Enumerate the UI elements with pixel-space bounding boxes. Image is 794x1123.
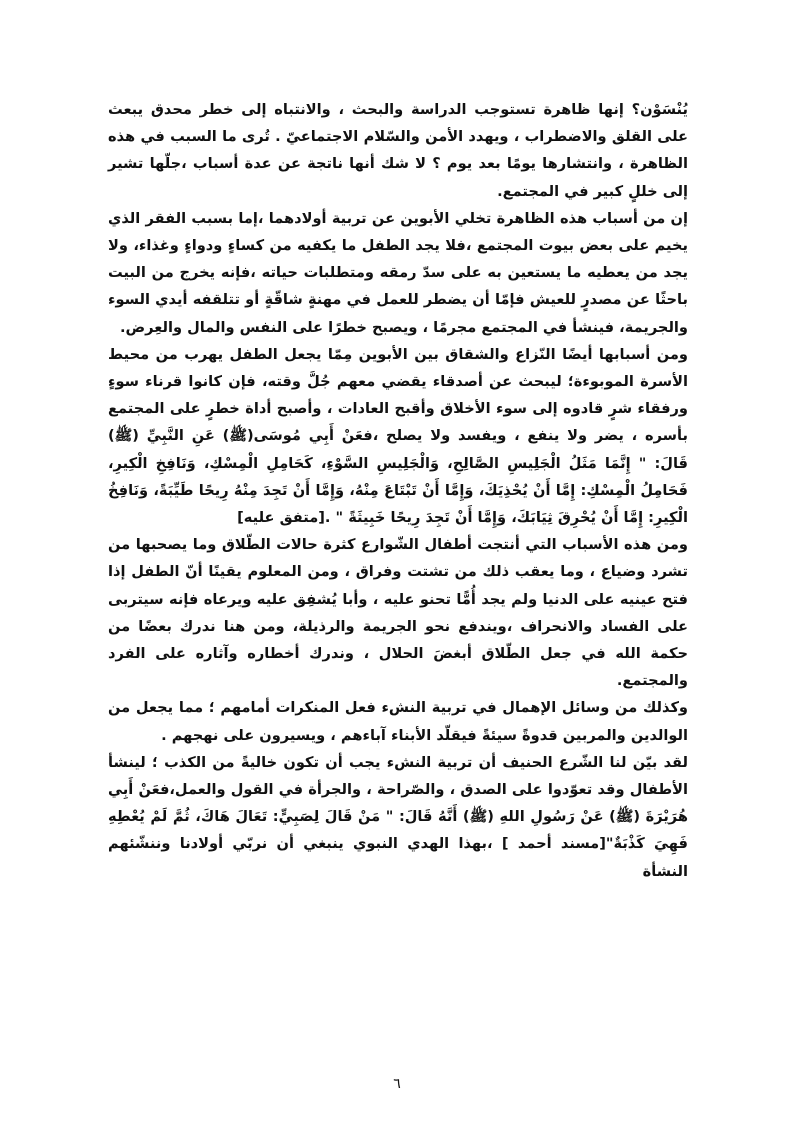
paragraph-honesty: لقد بيّن لنا الشّرع الحنيف أن تربية النشء يجب أن تكون خاليةً من الكذب ؛ لينشأ الأطفال وقد تعوّدوا على الصدق ، والصّراحة ، والجرأة في القول والعمل،فعَنْ أَبِي هُرَيْرَةَ (ﷺ) عَنْ رَسُولِ اللهِ (ﷺ) أَنَّهُ قَالَ: " مَنْ قَالَ لِصَبِيٍّ: تَعَالَ هَاكَ، ثُمَّ لَمْ يُعْطِهِ فَهِيَ كَذْبَةٌ"[مسند أحمد ] ،بهذا الهدي النبوي ينبغي أن نربّي أولادنا وننشّئهم النشأة (108, 753, 688, 880)
paragraph-intro: يُنْسَوْن؟ إنها ظاهرة تستوجب الدراسة والبحث ، والانتباه إلى خطر محدق يبعث على القلق والاضطراب ، ويهدد الأمن والسّلام الاجتماعيّ . تُرى ما السبب في هذه الظاهرة ، وانتشارها يومًا بعد يوم ؟ لا شك أنها ناتجة عن عدة أسباب ،جلّها تشير إلى خللٍ كبير في المجتمع. (108, 101, 688, 200)
paragraph-parents-neglect: إن من أسباب هذه الظاهرة تخلي الأبوين عن تربية أولادهما ،إما بسبب الفقر الذي يخيم على بعض بيوت المجتمع ،فلا يجد الطفل ما يكفيه من كساءٍ ودواءٍ وغذاء، ولا يجد من يعطيه ما يستعين به على سدّ رمقه ومتطلبات حياته ،فإنه يخرج من البيت باحثًا عن مصدرٍ للعيش فإمّا أن يضطر للعمل في مهنةٍ شاقّةٍ أو تتلقفه أيدي السوء والجريمة، فينشأ في المجتمع مجرمًا ، ويصبح خطرًا على النفس والمال والعِرض. (108, 209, 688, 336)
paragraph-divorce: ومن هذه الأسباب التي أنتجت أطفال الشّوارع كثرة حالات الطّلاق وما يصحبها من تشرد وضياع ، وما يعقب ذلك من تشتت وفراق ، ومن المعلوم يقينًا أنّ الطفل إذا فتح عينيه على الدنيا ولم يجد أُمًّا تحنو عليه ، وأبا يُشفِق عليه ويرعاه فإنه سيتربى على الفساد والانحراف ،ويندفع نحو الجريمة والرذيلة، ومن هنا ندرك بعضًا من حكمة الله في جعل الطّلاق أبغضَ الحلال ، وندرك أخطاره وآثاره على الفرد والمجتمع. (108, 536, 688, 690)
paragraph-bad-example: وكذلك من وسائل الإهمال في تربية النشء فعل المنكرات أمامهم ؛ مما يجعل من الوالدين والمربين قدوةً سيئةً فيقلّد الأبناء آباءهم ، ويسيرون على نهجهم . (108, 699, 688, 744)
paragraph-parental-conflict: ومن أسبابها أيضًا النّزاع والشقاق بين الأبوين مِمّا يجعل الطفل يهرب من محيط الأسرة الموبوءة؛ ليبحث عن أصدقاء يقضي معهم جُلَّ وقته، فإن كانوا قرناء سوءٍ ورفقاء شرٍ قادوه إلى سوء الأخلاق وأقبح العادات ، وأصبح أداة خطرٍ على المجتمع بأسره ، يضر ولا ينفع ، ويفسد ولا يصلح ،فعَنْ أَبِي مُوسَى(ﷺ) عَنِ النَّبِيِّ (ﷺ) قَالَ: " إِنَّمَا مَثَلُ الْجَلِيسِ الصَّالِحِ، وَالْجَلِيسِ السَّوْءِ، كَحَامِلِ الْمِسْكِ، وَنَافِخِ الْكِيرِ، فَحَامِلُ الْمِسْكِ: إِمَّا أَنْ يُحْذِيَكَ، وَإِمَّا أَنْ تَبْتَاعَ مِنْهُ، وَإِمَّا أَنْ تَجِدَ مِنْهُ رِيحًا طَيِّبَةً، وَنَافِخُ الْكِيرِ: إِمَّا أَنْ يُحْرِقَ ثِيَابَكَ، وَإِمَّا أَنْ تَجِدَ رِيحًا خَبِيثَةً " .[متفق عليه] (108, 345, 688, 527)
page-body (108, 96, 688, 885)
page-number: ٦ (393, 1076, 401, 1092)
